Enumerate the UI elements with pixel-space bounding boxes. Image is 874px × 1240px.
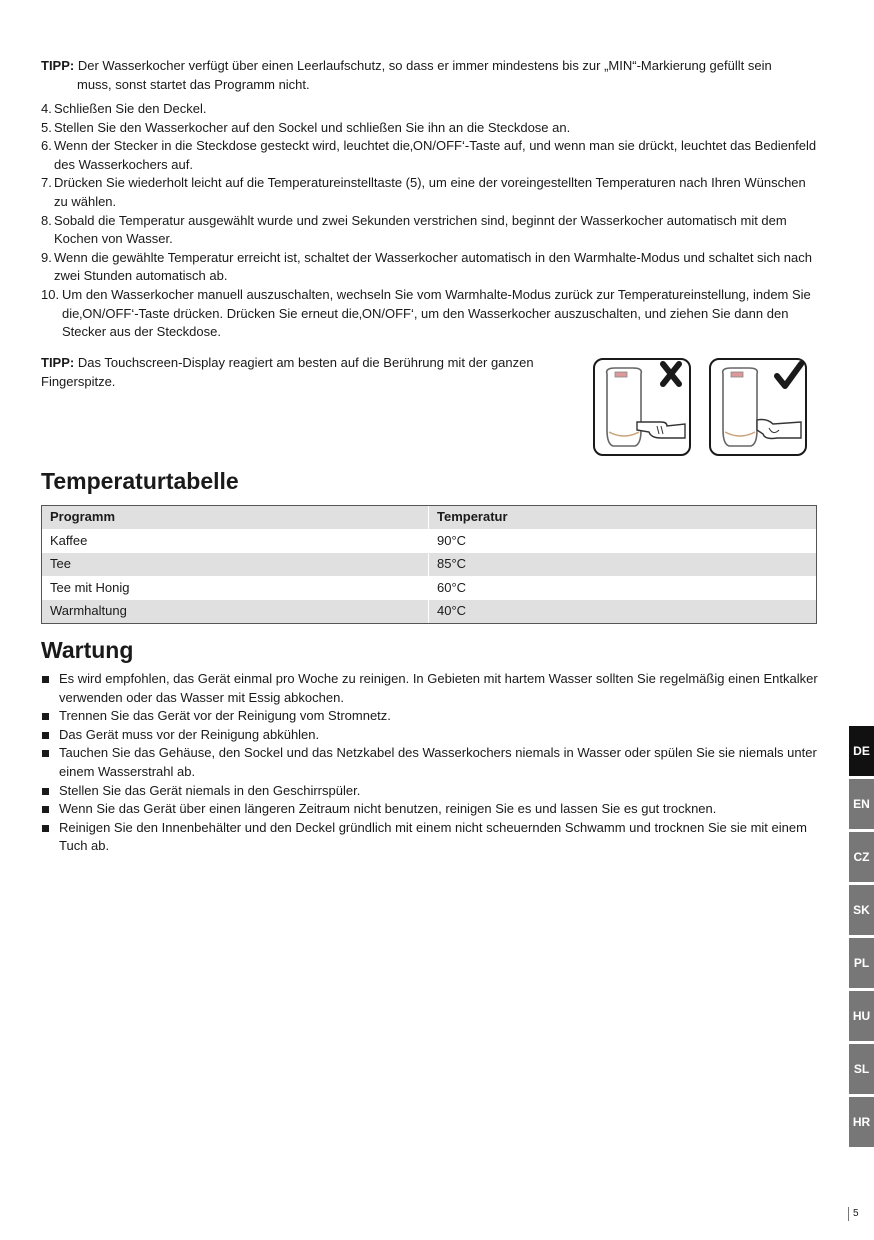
step-text: Drücken Sie wiederholt leicht auf die Temperatureinstelltaste (5), um eine der voreingestellten Temperaturen nach Ihren Wünschen zu wählen. — [54, 175, 806, 209]
step-number: 5. — [41, 119, 52, 135]
language-tab-sl[interactable]: SL — [849, 1044, 874, 1094]
column-header: Temperatur — [428, 506, 816, 529]
table-cell: 60°C — [428, 576, 816, 599]
language-tab-pl[interactable]: PL — [849, 938, 874, 988]
tip-label: TIPP: — [41, 355, 75, 370]
tip-text-continuation: muss, sonst startet das Programm nicht. — [77, 76, 310, 92]
list-item: Reinigen Sie den Innenbehälter und den Deckel gründlich mit einem nicht scheuernden Schwamm und trocknen Sie sie mit einem Tuch ab. — [41, 819, 821, 856]
section-heading-temperaturtabelle: Temperaturtabelle — [41, 468, 239, 494]
list-item: Tauchen Sie das Gehäuse, den Sockel und das Netzkabel des Wasserkochers niemals in Wasser oder spülen Sie sie niemals unter einem Wasserstrahl ab. — [41, 744, 821, 781]
column-header: Programm — [50, 509, 116, 525]
step-text: Schließen Sie den Deckel. — [54, 101, 207, 116]
section-heading-wartung: Wartung — [41, 637, 134, 663]
kettle-fingertip-icon — [711, 360, 805, 454]
list-item: Es wird empfohlen, das Gerät einmal pro Woche zu reinigen. In Gebieten mit hartem Wasser sollten Sie regelmäßig einen Entkalker verwenden oder das Wasser mit Essig abkochen. — [41, 670, 821, 707]
step-text: Sobald die Temperatur ausgewählt wurde und zwei Sekunden verstrichen sind, beginnt der Wasserkocher automatisch mit dem Kochen von Wasser. — [54, 212, 787, 247]
language-tab-hr[interactable]: HR — [849, 1097, 874, 1147]
step-text: Wenn die gewählte Temperatur erreicht ist, schaltet der Wasserkocher automatisch in den Warmhalte-Modus und schaltet sich nach zwei Stunden automatisch ab. — [54, 249, 812, 284]
table-cell: 85°C — [428, 553, 816, 576]
maintenance-list — [41, 670, 821, 856]
tip-label: TIPP: — [41, 58, 75, 73]
list-item — [41, 119, 821, 138]
kettle-correct-touch-illustration — [709, 358, 807, 456]
table-row — [42, 553, 816, 576]
table-cell: 90°C — [428, 529, 816, 552]
table-row — [42, 576, 816, 599]
temperature-table — [41, 505, 817, 624]
list-item — [41, 137, 821, 174]
table-cell: Warmhaltung — [50, 602, 127, 618]
step-number: 4. — [41, 101, 52, 116]
table-cell: Tee mit Honig — [50, 579, 130, 595]
list-item: Trennen Sie das Gerät vor der Reinigung vom Stromnetz. — [41, 707, 821, 726]
list-item: Stellen Sie das Gerät niemals in den Geschirrspüler. — [41, 782, 821, 801]
step-text: Stellen Sie den Wasserkocher auf den Sockel und schließen Sie ihn an die Steckdose an. — [54, 119, 571, 135]
list-item — [41, 286, 821, 342]
language-tab-en[interactable]: EN — [849, 779, 874, 829]
tip-leerlaufschutz — [41, 57, 821, 94]
table-row — [42, 529, 816, 552]
tip-touchscreen — [41, 354, 561, 391]
step-number: 10. — [41, 286, 60, 302]
list-item: Wenn Sie das Gerät über einen längeren Zeitraum nicht benutzen, reinigen Sie es und lassen Sie es gut trocknen. — [41, 800, 821, 819]
tip-text: Das Touchscreen-Display reagiert am besten auf die Berührung mit der ganzen Fingerspitze. — [41, 355, 534, 389]
step-number: 8. — [41, 212, 52, 228]
list-item — [41, 212, 821, 249]
steps-list — [41, 100, 821, 342]
list-item: Das Gerät muss vor der Reinigung abkühlen. — [41, 726, 821, 745]
step-text: Wenn der Stecker in die Steckdose gesteckt wird, leuchtet die‚ON/OFF‘-Taste auf, und wenn man sie drückt, leuchtet das Bedienfeld des Wasserkochers auf. — [54, 138, 817, 172]
language-tab-de[interactable]: DE — [849, 726, 874, 776]
step-text: Um den Wasserkocher manuell auszuschalten, wechseln Sie vom Warmhalte-Modus zurück zur Temperatureinstellung, indem Sie die‚ON/OFF‘-Taste drücken. Drücken Sie erneut die‚ON/OFF‘, um den Wasserkocher auszuschalten, und ziehen Sie dann den Stecker aus der Steckdose. — [62, 286, 811, 340]
list-item — [41, 100, 821, 119]
step-number: 7. — [41, 175, 52, 191]
list-item — [41, 174, 821, 211]
table-cell: Kaffee — [50, 532, 88, 548]
table-cell: Tee — [50, 556, 71, 572]
kettle-fingernail-icon — [595, 360, 689, 454]
language-tab-hu[interactable]: HU — [849, 991, 874, 1041]
table-header-row — [42, 506, 816, 529]
table-row — [42, 600, 816, 623]
page-number: 5 — [848, 1207, 859, 1221]
language-tab-cz[interactable]: CZ — [849, 832, 874, 882]
table-cell: 40°C — [428, 600, 816, 623]
language-tab-sk[interactable]: SK — [849, 885, 874, 935]
list-item — [41, 249, 821, 286]
step-number: 6. — [41, 138, 52, 154]
step-number: 9. — [41, 249, 52, 265]
kettle-wrong-touch-illustration — [593, 358, 691, 456]
tip-text: Der Wasserkocher verfügt über einen Leerlaufschutz, so dass er immer mindestens bis zur „MIN“-Markierung gefüllt sein — [77, 58, 772, 73]
